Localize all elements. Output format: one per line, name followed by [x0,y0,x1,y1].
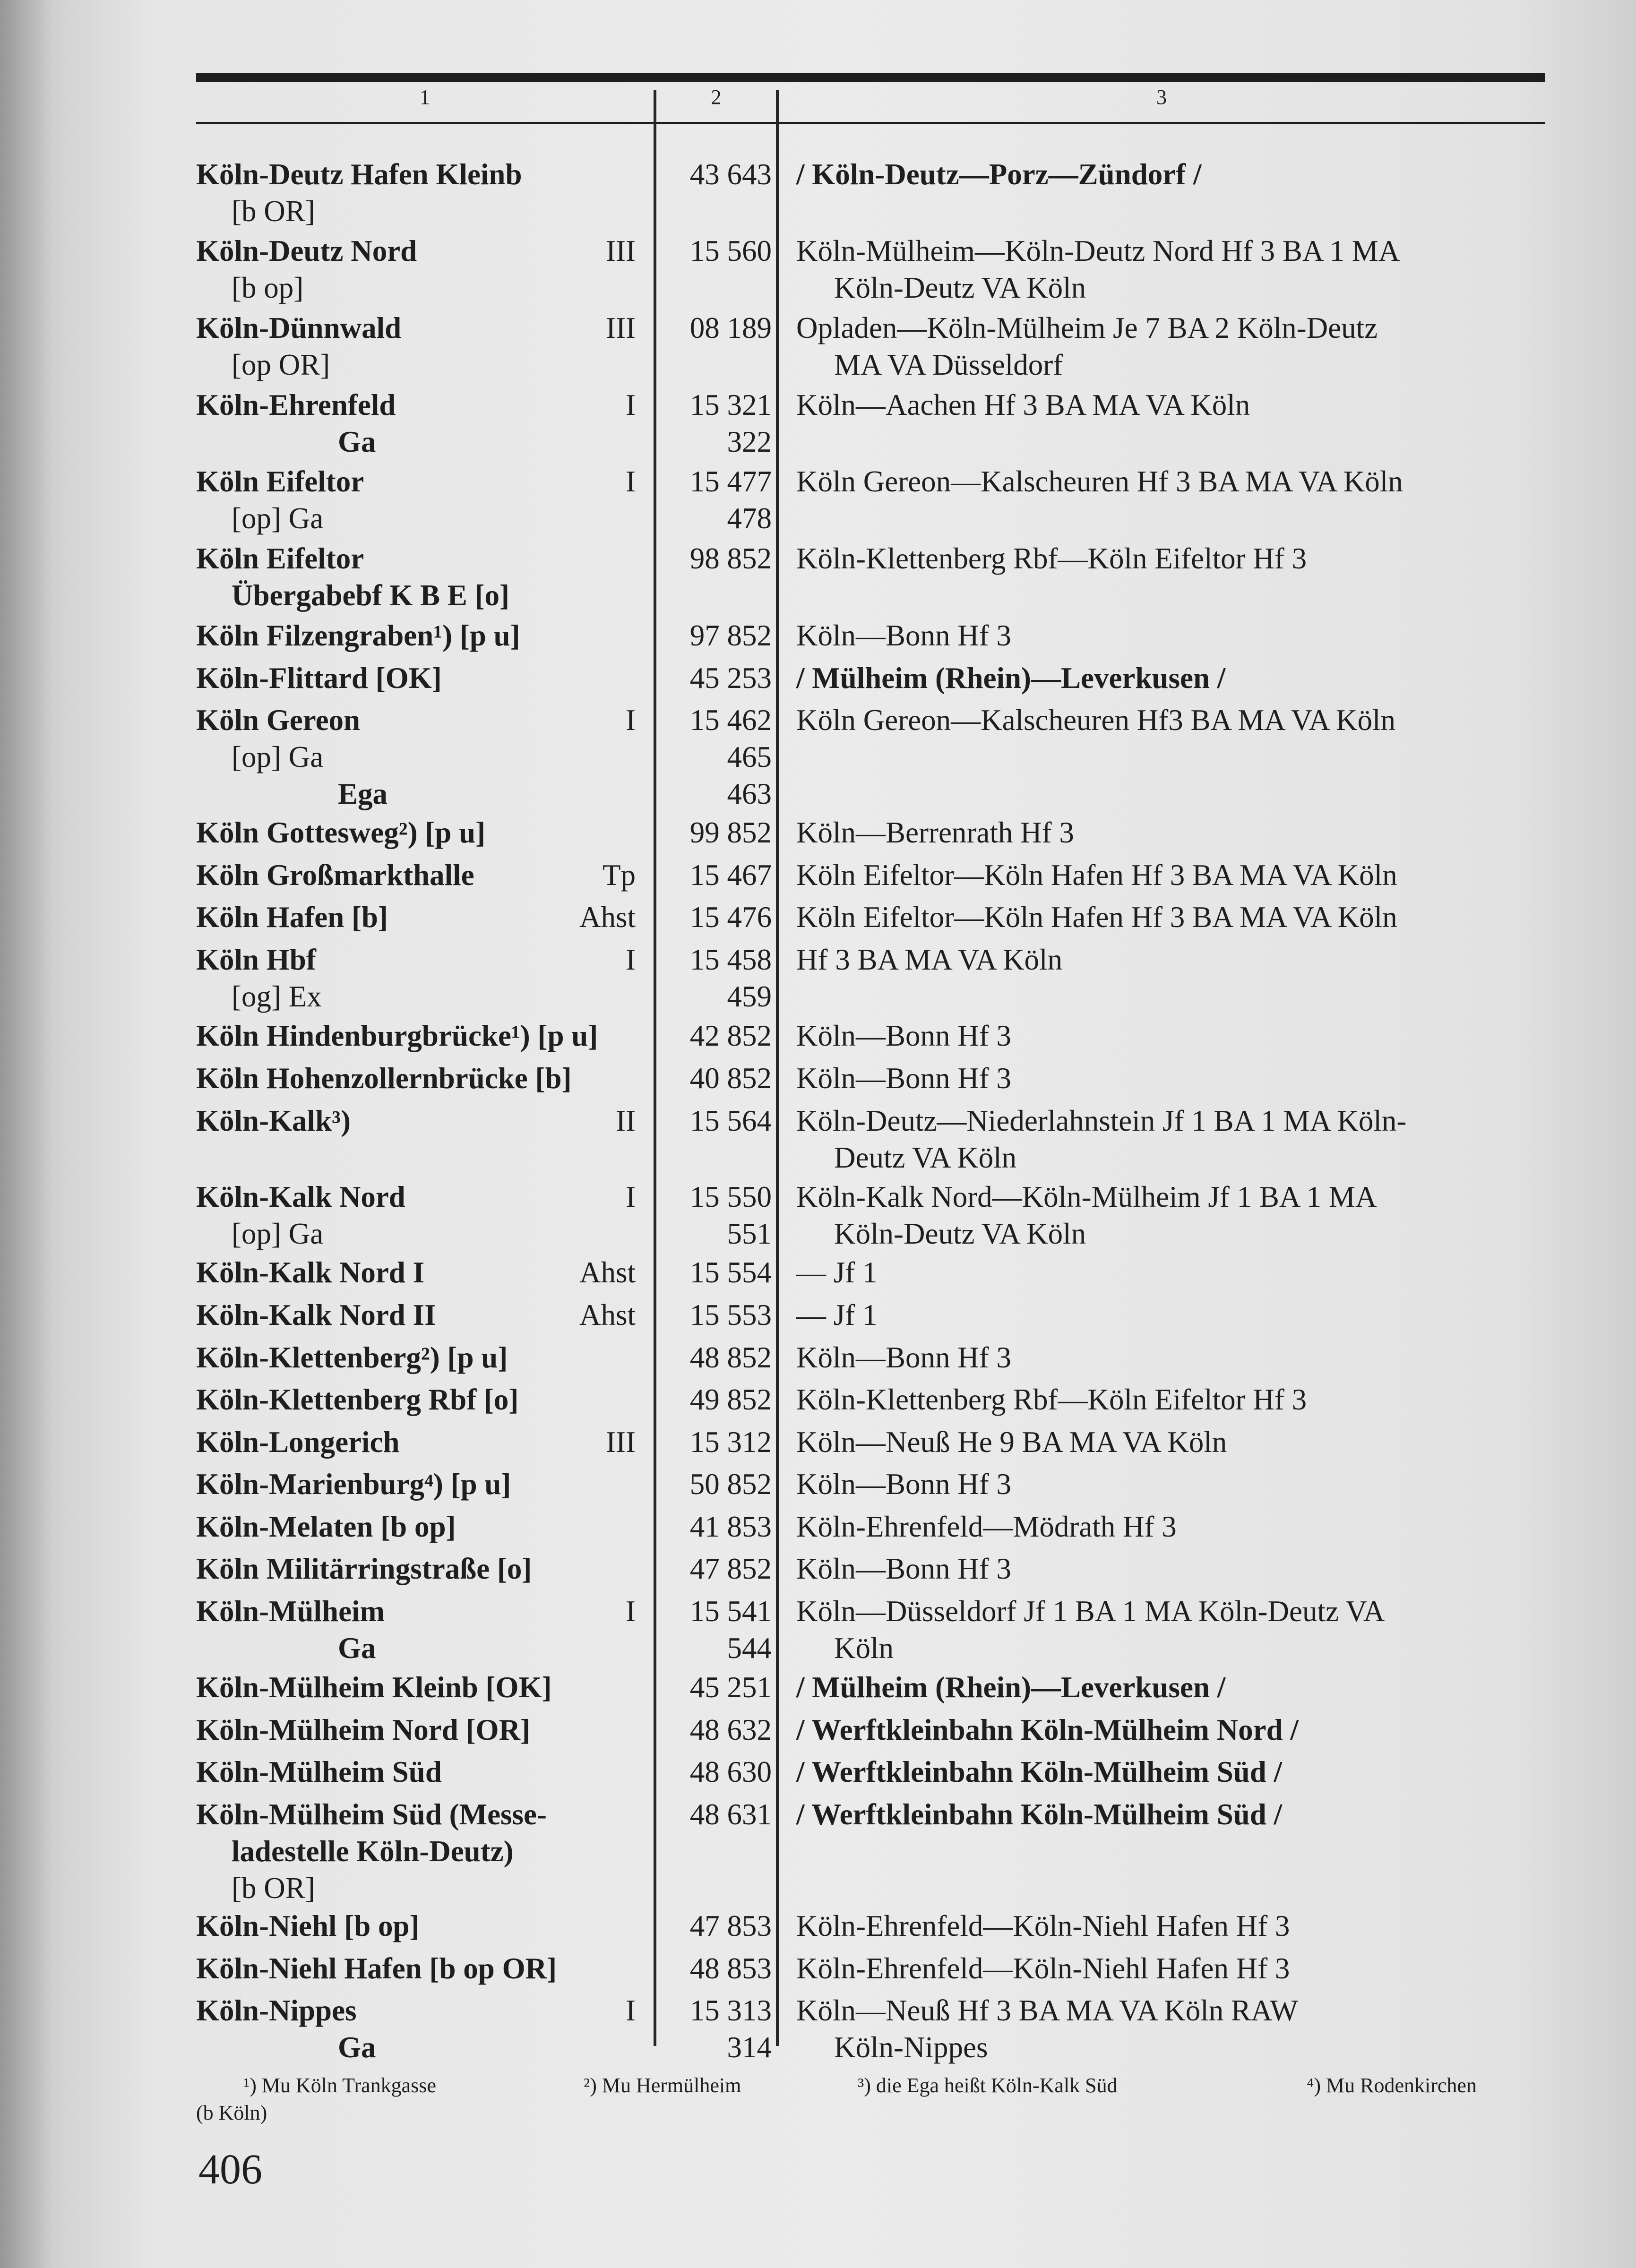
route-description: Köln-Nippes [834,2031,988,2064]
station-name: Köln Gottesweg²) [p u] [196,816,486,849]
route-description: Köln-Deutz VA Köln [834,1217,1086,1250]
route-description: Köln—Bonn Hf 3 [796,1341,1011,1374]
page-number: 406 [198,2146,262,2193]
station-code-cell [654,1508,772,1545]
station-code: 15 541 [689,1595,772,1628]
station-code-cell [654,1669,772,1706]
station-name-line: [op] Ga [232,740,324,773]
binding-shadow [0,0,52,2268]
station-name: Köln Militärringstraße [o] [196,1552,532,1585]
station-name-cell [196,1508,636,1545]
station-name-line: [b OR] [232,195,315,228]
route-description-cell [796,1466,1548,1503]
station-code: 15 313 [689,1994,772,2027]
station-name: Köln-Kalk Nord [196,1180,405,1213]
station-code: 48 632 [689,1713,772,1746]
station-code: 49 852 [689,1383,772,1416]
station-code-cell [654,617,772,654]
station-name-cell [196,463,636,537]
route-description: — Jf 1 [796,1298,878,1332]
station-name: Köln-Kalk Nord II [196,1298,436,1332]
station-class: III [606,1426,636,1459]
station-name: Köln-Niehl Hafen [b op OR] [196,1952,557,1985]
station-name-cell [196,540,636,614]
station-class: I [626,388,636,421]
station-code: 15 321 [689,388,772,421]
route-description: Köln-Deutz—Niederlahnstein Jf 1 BA 1 MA Köln- [796,1104,1407,1137]
station-code-cell [654,1102,772,1139]
column-header-3: 3 [1156,86,1167,109]
station-name-cell [196,1593,636,1667]
station-code-cell [654,814,772,851]
route-description-cell [796,1339,1548,1376]
footnote-continuation: (b Köln) [196,2101,267,2124]
route-description-cell [796,540,1548,577]
station-code: 544 [727,1632,772,1665]
station-code: 48 852 [689,1341,772,1374]
station-code-cell [654,463,772,537]
station-name: Köln-Mülheim Süd [196,1755,442,1788]
route-description: Köln Gereon—Kalscheuren Hf 3 BA MA VA Köln [796,465,1403,498]
route-description: Köln Eifeltor—Köln Hafen Hf 3 BA MA VA Köln [796,901,1397,934]
station-name-cell [196,1992,636,2066]
station-code: 15 312 [689,1426,772,1459]
station-name-line: [op] Ga [232,502,324,535]
station-name: Köln-Deutz Nord [196,234,417,267]
station-code: 98 852 [689,542,772,575]
station-code: 478 [727,502,772,535]
route-description: Köln-Ehrenfeld—Mödrath Hf 3 [796,1510,1177,1543]
route-description-cell [796,941,1548,978]
footnote-1: ¹) Mu Köln Trankgasse [243,2074,436,2097]
station-code: 463 [727,777,772,810]
station-name: Köln-Niehl [b op] [196,1909,420,1942]
station-code-cell [654,660,772,696]
station-code: 48 630 [689,1755,772,1788]
station-name-cell [196,387,636,460]
column-header-1: 1 [420,86,430,109]
route-description-cell [796,156,1548,193]
station-name-line: Ga [338,1632,376,1665]
station-code: 50 852 [689,1468,772,1501]
footnote-3: ³) die Ega heißt Köln-Kalk Süd [858,2074,1118,2097]
station-name-line: Ga [338,425,376,458]
station-code-cell [654,540,772,577]
route-description-cell [796,387,1548,423]
station-code-cell [654,1339,772,1376]
station-name: Köln Hafen [b] [196,901,388,934]
station-class: III [606,234,636,267]
route-description-cell [796,1254,1548,1291]
route-description-cell [796,463,1548,500]
route-description: / Mülheim (Rhein)—Leverkusen / [796,1671,1226,1704]
station-code: 97 852 [689,619,772,652]
route-description: Opladen—Köln-Mülheim Je 7 BA 2 Köln-Deutz [796,311,1378,344]
station-code: 15 462 [689,704,772,737]
station-class: III [606,311,636,344]
station-code: 314 [727,2031,772,2064]
route-description: Köln Gereon—Kalscheuren Hf3 BA MA VA Köln [796,704,1396,737]
station-name-line: [op] Ga [232,1217,324,1250]
route-description: Köln—Bonn Hf 3 [796,1468,1011,1501]
route-description-cell [796,1711,1548,1748]
station-name: Köln-Melaten [b op] [196,1510,456,1543]
station-code: 15 560 [689,234,772,267]
route-description-cell [796,1060,1548,1097]
station-name-cell [196,1907,636,1944]
station-name: Köln-Mülheim [196,1595,385,1628]
station-name-cell [196,1796,636,1907]
station-code: 41 853 [689,1510,772,1543]
top-rule [196,73,1545,82]
station-name: Köln-Mülheim Süd (Messe- [196,1798,547,1831]
route-description-cell [796,1508,1548,1545]
station-code-cell [654,1060,772,1097]
station-class: I [626,465,636,498]
route-description: Köln-Kalk Nord—Köln-Mülheim Jf 1 BA 1 MA [796,1180,1377,1213]
station-name-cell [196,1753,636,1790]
station-code: 459 [727,980,772,1013]
station-code-cell [654,1753,772,1790]
station-code: 15 477 [689,465,772,498]
station-code: 42 852 [689,1019,772,1052]
station-class: I [626,704,636,737]
station-name: Köln-Klettenberg²) [p u] [196,1341,508,1374]
route-description: Köln—Bonn Hf 3 [796,1552,1011,1585]
station-name-cell [196,857,636,893]
route-description: — Jf 1 [796,1256,878,1289]
route-description: Köln—Bonn Hf 3 [796,1062,1011,1095]
station-name-line: [og] Ex [232,980,322,1013]
station-code-cell [654,702,772,812]
station-code: 45 253 [689,662,772,695]
station-name-cell [196,156,636,230]
station-name-cell [196,702,636,812]
station-name-cell [196,1669,636,1706]
station-class: Ahst [579,901,636,934]
route-description-cell [796,617,1548,654]
station-class: II [616,1104,636,1137]
route-description: Köln [834,1632,894,1665]
station-name-cell [196,814,636,851]
station-name-cell [196,1950,636,1987]
station-name: Köln Hohenzollernbrücke [b] [196,1062,572,1095]
station-code-cell [654,941,772,1015]
route-description-cell [796,857,1548,893]
footnote-2: ²) Mu Hermülheim [584,2074,741,2097]
route-description-cell [796,309,1548,383]
route-description: / Werftkleinbahn Köln-Mülheim Süd / [796,1755,1283,1788]
station-name-cell [196,1466,636,1503]
station-code-cell [654,1254,772,1291]
station-code-cell [654,1711,772,1748]
station-code-cell [654,1593,772,1667]
route-description: / Werftkleinbahn Köln-Mülheim Süd / [796,1798,1283,1831]
station-code: 15 458 [689,943,772,976]
station-name-line: Ega [338,777,388,810]
route-description: Köln-Klettenberg Rbf—Köln Eifeltor Hf 3 [796,1383,1307,1416]
route-description: Köln—Bonn Hf 3 [796,1019,1011,1052]
station-name-cell [196,1381,636,1418]
station-code: 465 [727,740,772,773]
route-description-cell [796,1017,1548,1054]
station-class: I [626,943,636,976]
route-description-cell [796,702,1548,739]
station-name-cell [196,309,636,383]
station-class: I [626,1180,636,1213]
station-name: Köln Hindenburgbrücke¹) [p u] [196,1019,598,1052]
route-description-cell [796,1178,1548,1252]
station-name-line: [b OR] [232,1872,315,1905]
station-name: Köln-Marienburg⁴) [p u] [196,1468,511,1501]
station-code: 08 189 [689,311,772,344]
route-description-cell [796,899,1548,936]
station-class: Tp [603,859,636,892]
route-description-cell [796,814,1548,851]
station-code-cell [654,156,772,193]
route-description: / Werftkleinbahn Köln-Mülheim Nord / [796,1713,1299,1746]
station-code: 15 467 [689,859,772,892]
station-code: 47 852 [689,1552,772,1585]
station-class: Ahst [579,1256,636,1289]
station-class: I [626,1595,636,1628]
station-name: Köln-Mülheim Kleinb [OK] [196,1671,552,1704]
station-name-line: ladestelle Köln-Deutz) [232,1835,514,1868]
route-description-cell [796,660,1548,696]
station-code-cell [654,232,772,269]
route-description: Köln—Neuß Hf 3 BA MA VA Köln RAW [796,1994,1298,2027]
route-description: Köln—Aachen Hf 3 BA MA VA Köln [796,388,1250,421]
route-description: Köln—Berrenrath Hf 3 [796,816,1074,849]
station-code: 15 553 [689,1298,772,1332]
route-description: Köln-Ehrenfeld—Köln-Niehl Hafen Hf 3 [796,1952,1290,1985]
station-code-cell [654,1017,772,1054]
station-code-cell [654,857,772,893]
station-name-line: Übergabebf K B E [o] [232,579,509,612]
station-code-cell [654,1424,772,1460]
station-name-cell [196,1297,636,1333]
route-description: Köln-Klettenberg Rbf—Köln Eifeltor Hf 3 [796,542,1307,575]
station-code: 47 853 [689,1909,772,1942]
station-name: Köln Eifeltor [196,465,364,498]
station-name: Köln Großmarkthalle [196,859,474,892]
station-name: Köln Hbf [196,943,316,976]
station-code-cell [654,387,772,460]
station-name-cell [196,1550,636,1587]
station-name-cell [196,1424,636,1460]
route-description-cell [796,1796,1548,1833]
station-name: Köln-Ehrenfeld [196,388,396,421]
station-code-cell [654,1992,772,2066]
station-code-cell [654,1381,772,1418]
route-description-cell [796,1102,1548,1176]
route-description-cell [796,1753,1548,1790]
column-header-2: 2 [711,86,722,109]
route-description-cell [796,1950,1548,1987]
route-description: Köln-Mülheim—Köln-Deutz Nord Hf 3 BA 1 MA [796,234,1400,267]
station-name: Köln Gereon [196,704,361,737]
route-description-cell [796,1297,1548,1333]
route-description-cell [796,1424,1548,1460]
route-description-cell [796,1907,1548,1944]
station-code: 15 554 [689,1256,772,1289]
station-code: 43 643 [689,158,772,191]
station-name: Köln-Flittard [OK] [196,662,442,695]
column-divider-2 [776,90,779,2046]
header-rule [196,122,1545,124]
station-code-cell [654,1907,772,1944]
station-name: Köln-Kalk³) [196,1104,351,1137]
station-code: 322 [727,425,772,458]
station-name: Köln Eifeltor [196,542,364,575]
station-name-cell [196,1339,636,1376]
route-description-cell [796,1593,1548,1667]
station-code: 15 564 [689,1104,772,1137]
station-code-cell [654,1466,772,1503]
route-description-cell [796,1550,1548,1587]
station-name: Köln-Mülheim Nord [OR] [196,1713,530,1746]
station-code: 551 [727,1217,772,1250]
station-code: 48 631 [689,1798,772,1831]
route-description: Köln—Bonn Hf 3 [796,619,1011,652]
station-code: 45 251 [689,1671,772,1704]
route-description-cell [796,1669,1548,1706]
station-name-cell [196,1102,636,1139]
route-description: Köln—Düsseldorf Jf 1 BA 1 MA Köln-Deutz VA [796,1595,1385,1628]
route-description: / Köln-Deutz—Porz—Zündorf / [796,158,1202,191]
station-class: I [626,1994,636,2027]
station-name-cell [196,899,636,936]
station-name-cell [196,1711,636,1748]
route-description: / Mülheim (Rhein)—Leverkusen / [796,662,1226,695]
station-code-cell [654,1550,772,1587]
station-name: Köln Filzengraben¹) [p u] [196,619,520,652]
station-name: Köln-Kalk Nord I [196,1256,425,1289]
route-description: Deutz VA Köln [834,1141,1017,1174]
station-name-cell [196,232,636,306]
station-code: 15 476 [689,901,772,934]
station-code: 99 852 [689,816,772,849]
station-name: Köln-Deutz Hafen Kleinb [196,158,522,191]
station-name-cell [196,1254,636,1291]
route-description: Köln-Ehrenfeld—Köln-Niehl Hafen Hf 3 [796,1909,1290,1942]
station-name: Köln-Klettenberg Rbf [o] [196,1383,519,1416]
route-description-cell [796,1992,1548,2066]
route-description-cell [796,1381,1548,1418]
station-name-line: Ga [338,2031,376,2064]
station-code: 48 853 [689,1952,772,1985]
station-code-cell [654,309,772,346]
route-description: Hf 3 BA MA VA Köln [796,943,1063,976]
station-name-cell [196,941,636,1015]
station-code-cell [654,1950,772,1987]
station-name-cell [196,617,636,654]
route-description: Köln Eifeltor—Köln Hafen Hf 3 BA MA VA Köln [796,859,1397,892]
station-name-cell [196,1060,636,1097]
route-description: Köln-Deutz VA Köln [834,271,1086,304]
station-class: Ahst [579,1298,636,1332]
station-name-cell [196,660,636,696]
station-name: Köln-Dünnwald [196,311,402,344]
station-code: 15 550 [689,1180,772,1213]
route-description-cell [796,232,1548,306]
route-description: MA VA Düsseldorf [834,348,1063,381]
station-code-cell [654,899,772,936]
footnote-4: ⁴) Mu Rodenkirchen [1307,2074,1477,2097]
station-code-cell [654,1796,772,1833]
station-code-cell [654,1178,772,1252]
route-description: Köln—Neuß He 9 BA MA VA Köln [796,1426,1227,1459]
station-name-cell [196,1178,636,1252]
station-name: Köln-Nippes [196,1994,357,2027]
station-name-line: [b op] [232,271,304,304]
station-name-cell [196,1017,636,1054]
station-name-line: [op OR] [232,348,330,381]
station-code-cell [654,1297,772,1333]
station-name: Köln-Longerich [196,1426,400,1459]
station-code: 40 852 [689,1062,772,1095]
